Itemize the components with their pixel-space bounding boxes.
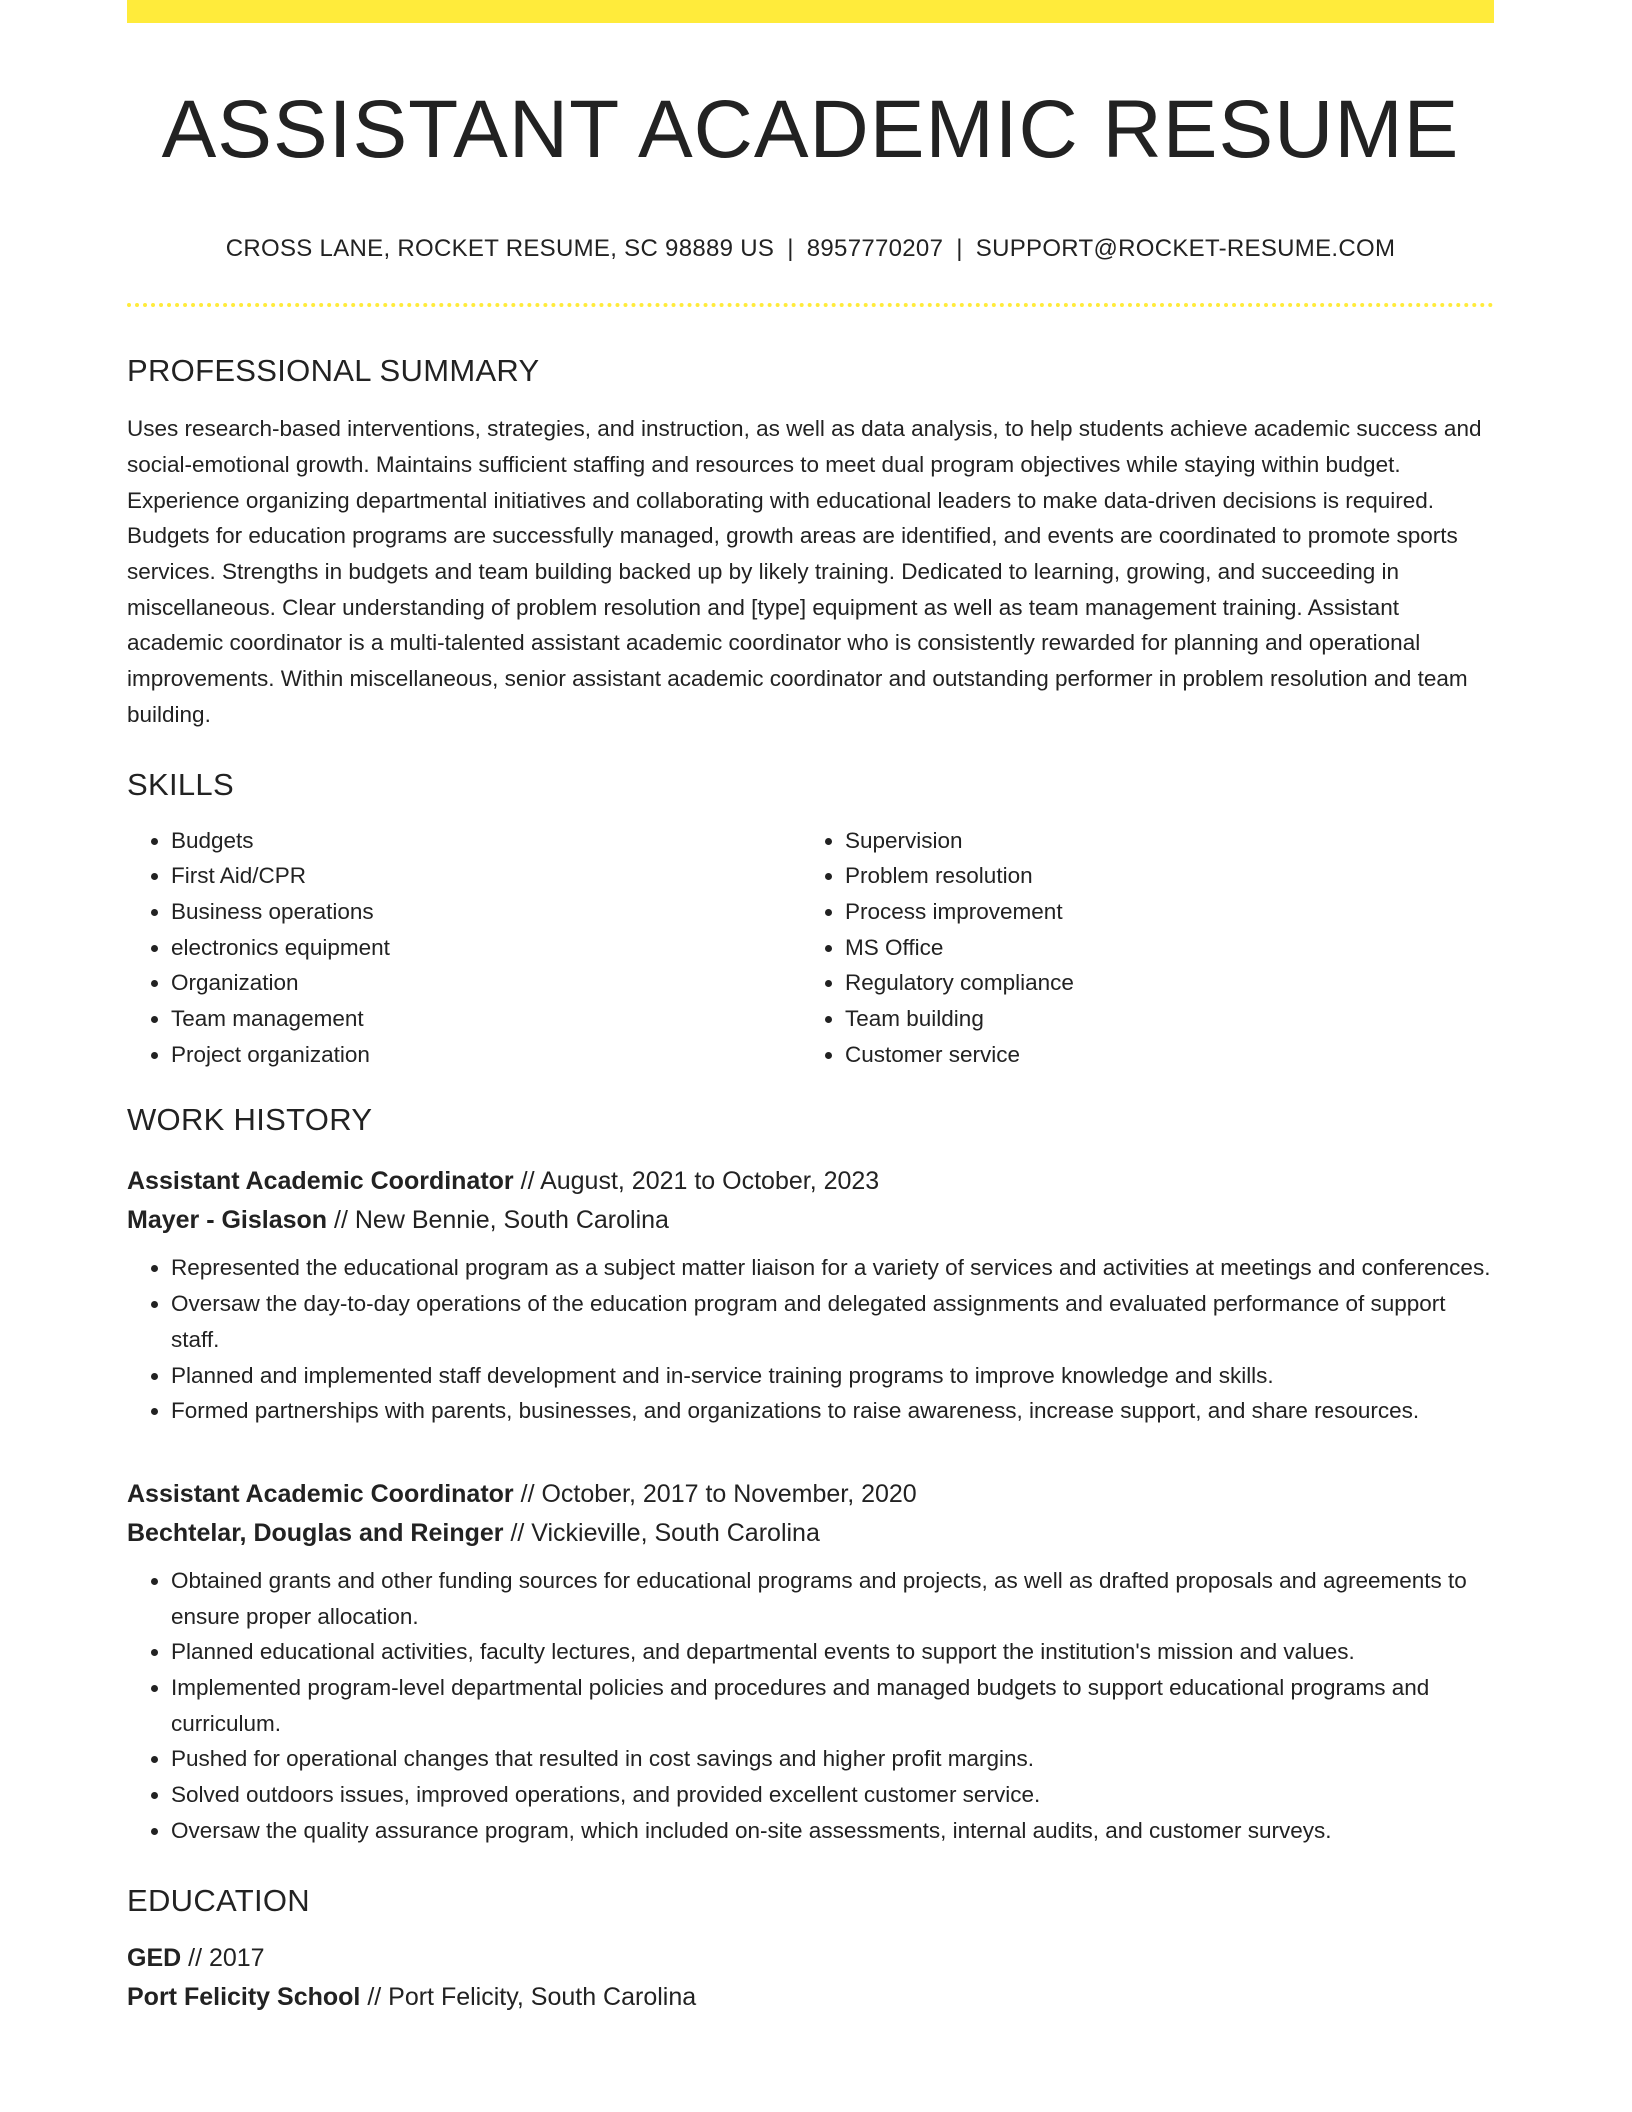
skill-item: • First Aid/CPR [171,858,801,894]
job-bullets [127,1563,1494,1849]
job-entry [127,1162,1494,1429]
contact-phone[interactable]: 8957770207 [806,235,944,263]
job-bullet: • Pushed for operational changes that resulted in cost savings and higher profit margins. [171,1741,1494,1777]
header-divider [127,303,1494,307]
job-bullet: • Implemented program-level departmental policies and procedures and managed budgets to support educational programs and curriculum. [171,1670,1494,1741]
contact-address: CROSS LANE, ROCKET RESUME, SC 98889 US [225,235,775,263]
job-company: Mayer - Gislason [127,1206,328,1235]
job-bullet: • Solved outdoors issues, improved operations, and provided excellent customer service. [171,1777,1494,1813]
job-company: Bechtelar, Douglas and Reinger [127,1518,504,1547]
education-degree: GED [127,1943,182,1972]
skills-heading: SKILLS [127,766,234,802]
skill-item: • Process improvement [845,894,1475,930]
education-entry [127,1939,1494,2017]
job-bullet: • Planned and implemented staff development and in-service training programs to improve knowledge and skills. [171,1358,1494,1394]
summary-heading: PROFESSIONAL SUMMARY [127,353,540,389]
job-role: Assistant Academic Coordinator [127,1479,514,1508]
contact-separator: | [787,235,794,263]
education-school-line [127,1978,1494,2017]
skill-item: • Organization [171,965,801,1001]
skill-item: • Customer service [845,1037,1475,1073]
education-heading: EDUCATION [127,1882,310,1918]
skill-item: • Problem resolution [845,858,1475,894]
job-company-line [127,1514,1494,1553]
job-bullets [127,1250,1494,1429]
job-entry [127,1475,1494,1849]
job-bullet: • Planned educational activities, faculty lectures, and departmental events to support the institution's mission and values. [171,1634,1494,1670]
job-bullet: • Represented the educational program as a subject matter liaison for a variety of services and activities at meetings and conferences. [171,1250,1494,1286]
skills-column-right [801,823,1475,1073]
education-degree-line [127,1939,1494,1978]
job-role: Assistant Academic Coordinator [127,1167,514,1196]
contact-line [127,235,1494,263]
summary-text: Uses research-based interventions, strategies, and instruction, as well as data analysis, to help students achieve academic success and social-emotional growth. Maintains sufficient staffing and resources to meet dual program objectives while staying within budget. Experience organizing departmental initiatives and collaborating with educational leaders to make data-driven decisions is required. Budgets for education programs are successfully managed, growth areas are identified, and events are coordinated to promote sports services. Strengths in budgets and team building backed up by likely training. Dedicated to learning, growing, and succeeding in miscellaneous. Clear understanding of problem resolution and [type] equipment as well as team management training. Assistant academic coordinator is a multi-talented assistant academic coordinator who is consistently rewarded for planning and operational improvements. Within miscellaneous, senior assistant academic coordinator and outstanding performer in problem resolution and team building. [127,416,1482,727]
contact-email[interactable]: SUPPORT@ROCKET-RESUME.COM [975,235,1396,263]
job-dates: // August, 2021 to October, 2023 [513,1167,880,1196]
job-title-line [127,1162,1494,1201]
education-year: // 2017 [181,1943,265,1972]
work-history-heading: WORK HISTORY [127,1102,373,1138]
skill-item: • Supervision [845,823,1475,859]
job-bullet: • Obtained grants and other funding sources for educational programs and projects, as well as drafted proposals and agreements to ensure proper allocation. [171,1563,1494,1634]
education-location: // Port Felicity, South Carolina [360,1982,697,2011]
contact-separator: | [956,235,963,263]
skill-item: • Regulatory compliance [845,965,1475,1001]
job-bullet: • Oversaw the quality assurance program, which included on-site assessments, internal audits, and customer surveys. [171,1813,1494,1849]
job-location: // Vickieville, South Carolina [503,1518,820,1547]
skill-item: • Project organization [171,1037,801,1073]
job-location: // New Bennie, South Carolina [327,1206,669,1235]
skill-item: • Business operations [171,894,801,930]
skill-item: • MS Office [845,930,1475,966]
skill-item: • electronics equipment [171,930,801,966]
skills-column-left [127,823,801,1073]
job-bullet: • Oversaw the day-to-day operations of the education program and delegated assignments and evaluated performance of support staff. [171,1286,1494,1357]
skill-item: • Budgets [171,823,801,859]
job-company-line [127,1201,1494,1240]
job-dates: // October, 2017 to November, 2020 [513,1479,917,1508]
resume-page [127,0,1494,2017]
education-school: Port Felicity School [127,1982,361,2011]
top-accent-bar [127,0,1494,23]
skill-item: • Team management [171,1001,801,1037]
job-bullet: • Formed partnerships with parents, businesses, and organizations to raise awareness, increase support, and share resources. [171,1393,1494,1429]
job-title-line [127,1475,1494,1514]
skills-list [127,823,1494,1073]
skill-item: • Team building [845,1001,1475,1037]
resume-title: ASSISTANT ACADEMIC RESUME [161,84,1460,175]
